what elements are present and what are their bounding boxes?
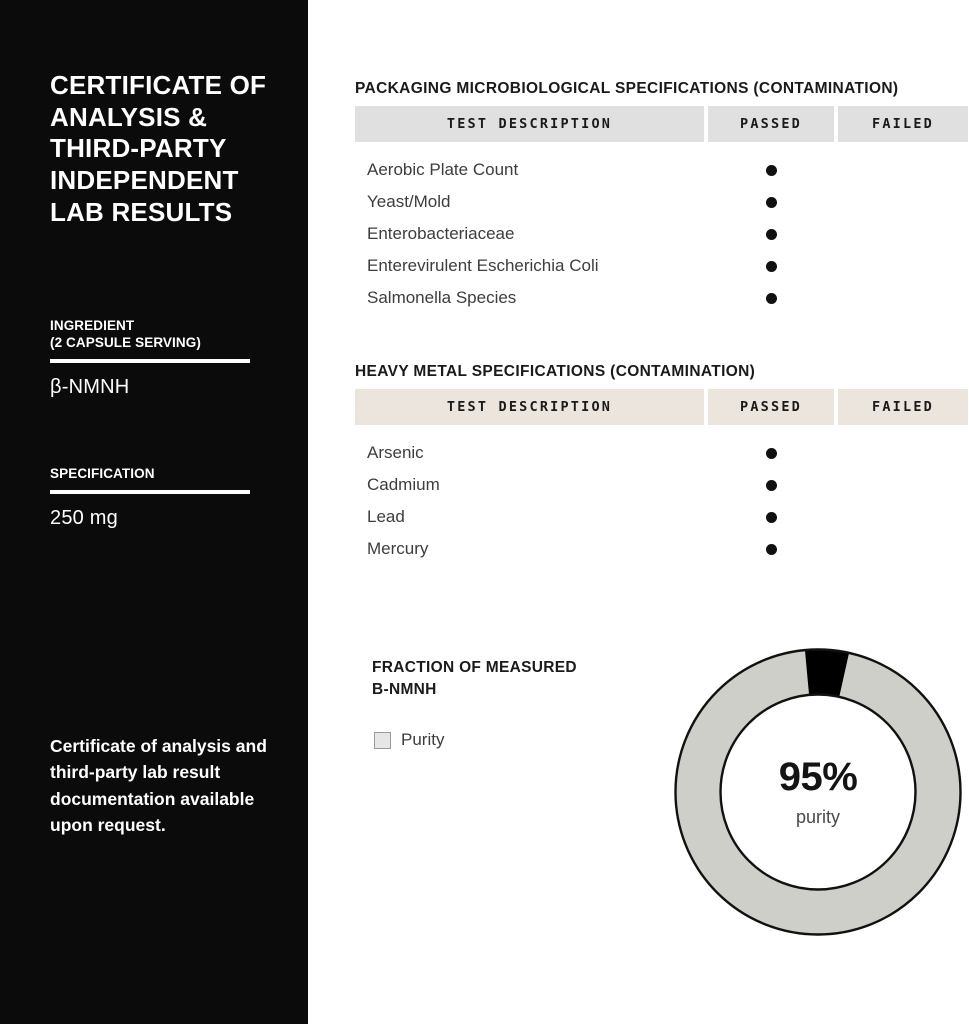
cell-test-description: Enterobacteriaceae — [367, 224, 515, 243]
cell-passed — [708, 197, 834, 208]
passed-dot-icon — [766, 512, 777, 523]
column-header-failed: FAILED — [838, 389, 968, 425]
table-body — [355, 142, 968, 314]
donut-svg — [663, 637, 969, 947]
cell-passed — [708, 512, 834, 523]
purity-value: 95% — [778, 754, 858, 799]
ingredient-label-line2: (2 CAPSULE SERVING) — [50, 334, 201, 350]
cell-passed — [708, 165, 834, 176]
cell-passed — [708, 448, 834, 459]
purity-heading-line2: Β-NMNH — [372, 681, 437, 699]
page-title: CERTIFICATE OF ANALYSIS & THIRD-PARTY INDEPENDENT LAB RESULTS — [50, 70, 267, 227]
sidebar — [0, 0, 308, 1024]
table-row — [355, 533, 968, 565]
heavy-metal-section-title: HEAVY METAL SPECIFICATIONS (CONTAMINATION) — [355, 363, 756, 380]
specification-label: SPECIFICATION — [50, 466, 155, 481]
passed-dot-icon — [766, 261, 777, 272]
passed-dot-icon — [766, 165, 777, 176]
table-row — [355, 154, 968, 186]
legend-swatch-icon — [374, 732, 391, 749]
cell-test-description: Cadmium — [367, 475, 440, 494]
cell-test-description: Enterevirulent Escherichia Coli — [367, 256, 599, 275]
sidebar-note: Certificate of analysis and third-party lab result documentation available upon request. — [50, 736, 267, 835]
table-row — [355, 437, 968, 469]
passed-dot-icon — [766, 293, 777, 304]
purity-legend — [374, 730, 444, 750]
ingredient-divider — [50, 359, 250, 363]
specification-block — [50, 466, 270, 530]
cell-test-description: Arsenic — [367, 443, 424, 462]
purity-heading-line1: FRACTION OF MEASURED — [372, 659, 577, 676]
table-row — [355, 218, 968, 250]
microbiological-section-title: PACKAGING MICROBIOLOGICAL SPECIFICATIONS (CONTAMINATION) — [355, 80, 899, 97]
column-header-failed: FAILED — [838, 106, 968, 142]
ingredient-label-line1: INGREDIENT — [50, 318, 135, 333]
table-row — [355, 250, 968, 282]
specification-value: 250 mg — [50, 506, 118, 529]
table-row — [355, 186, 968, 218]
cell-test-description: Lead — [367, 507, 405, 526]
cell-passed — [708, 261, 834, 272]
passed-dot-icon — [766, 448, 777, 459]
content — [308, 0, 969, 1024]
passed-dot-icon — [766, 480, 777, 491]
microbiological-table — [355, 106, 968, 314]
specification-divider — [50, 490, 250, 494]
donut-purity-arc — [698, 672, 938, 912]
column-header-passed: PASSED — [708, 389, 834, 425]
cell-passed — [708, 480, 834, 491]
ingredient-value: β-NMNH — [50, 375, 130, 398]
heavy-metal-table — [355, 389, 968, 565]
column-header-test-description: TEST DESCRIPTION — [355, 389, 704, 425]
legend-label: Purity — [401, 730, 445, 749]
column-header-passed: PASSED — [708, 106, 834, 142]
cell-passed — [708, 229, 834, 240]
cell-passed — [708, 544, 834, 555]
purity-heading — [372, 657, 622, 702]
column-header-test-description: TEST DESCRIPTION — [355, 106, 704, 142]
ingredient-label — [50, 318, 270, 352]
purity-donut-chart — [663, 637, 969, 947]
cell-passed — [708, 293, 834, 304]
passed-dot-icon — [766, 229, 777, 240]
table-row — [355, 282, 968, 314]
ingredient-block — [50, 318, 270, 399]
donut-inner-outline — [721, 695, 916, 890]
cell-test-description: Yeast/Mold — [367, 192, 451, 211]
cell-test-description: Aerobic Plate Count — [367, 160, 519, 179]
cell-test-description: Salmonella Species — [367, 288, 517, 307]
cell-test-description: Mercury — [367, 539, 429, 558]
purity-caption: purity — [795, 806, 840, 827]
table-row — [355, 501, 968, 533]
table-row — [355, 469, 968, 501]
table-header-row — [355, 389, 968, 425]
table-body — [355, 425, 968, 565]
table-header-row — [355, 106, 968, 142]
passed-dot-icon — [766, 544, 777, 555]
passed-dot-icon — [766, 197, 777, 208]
